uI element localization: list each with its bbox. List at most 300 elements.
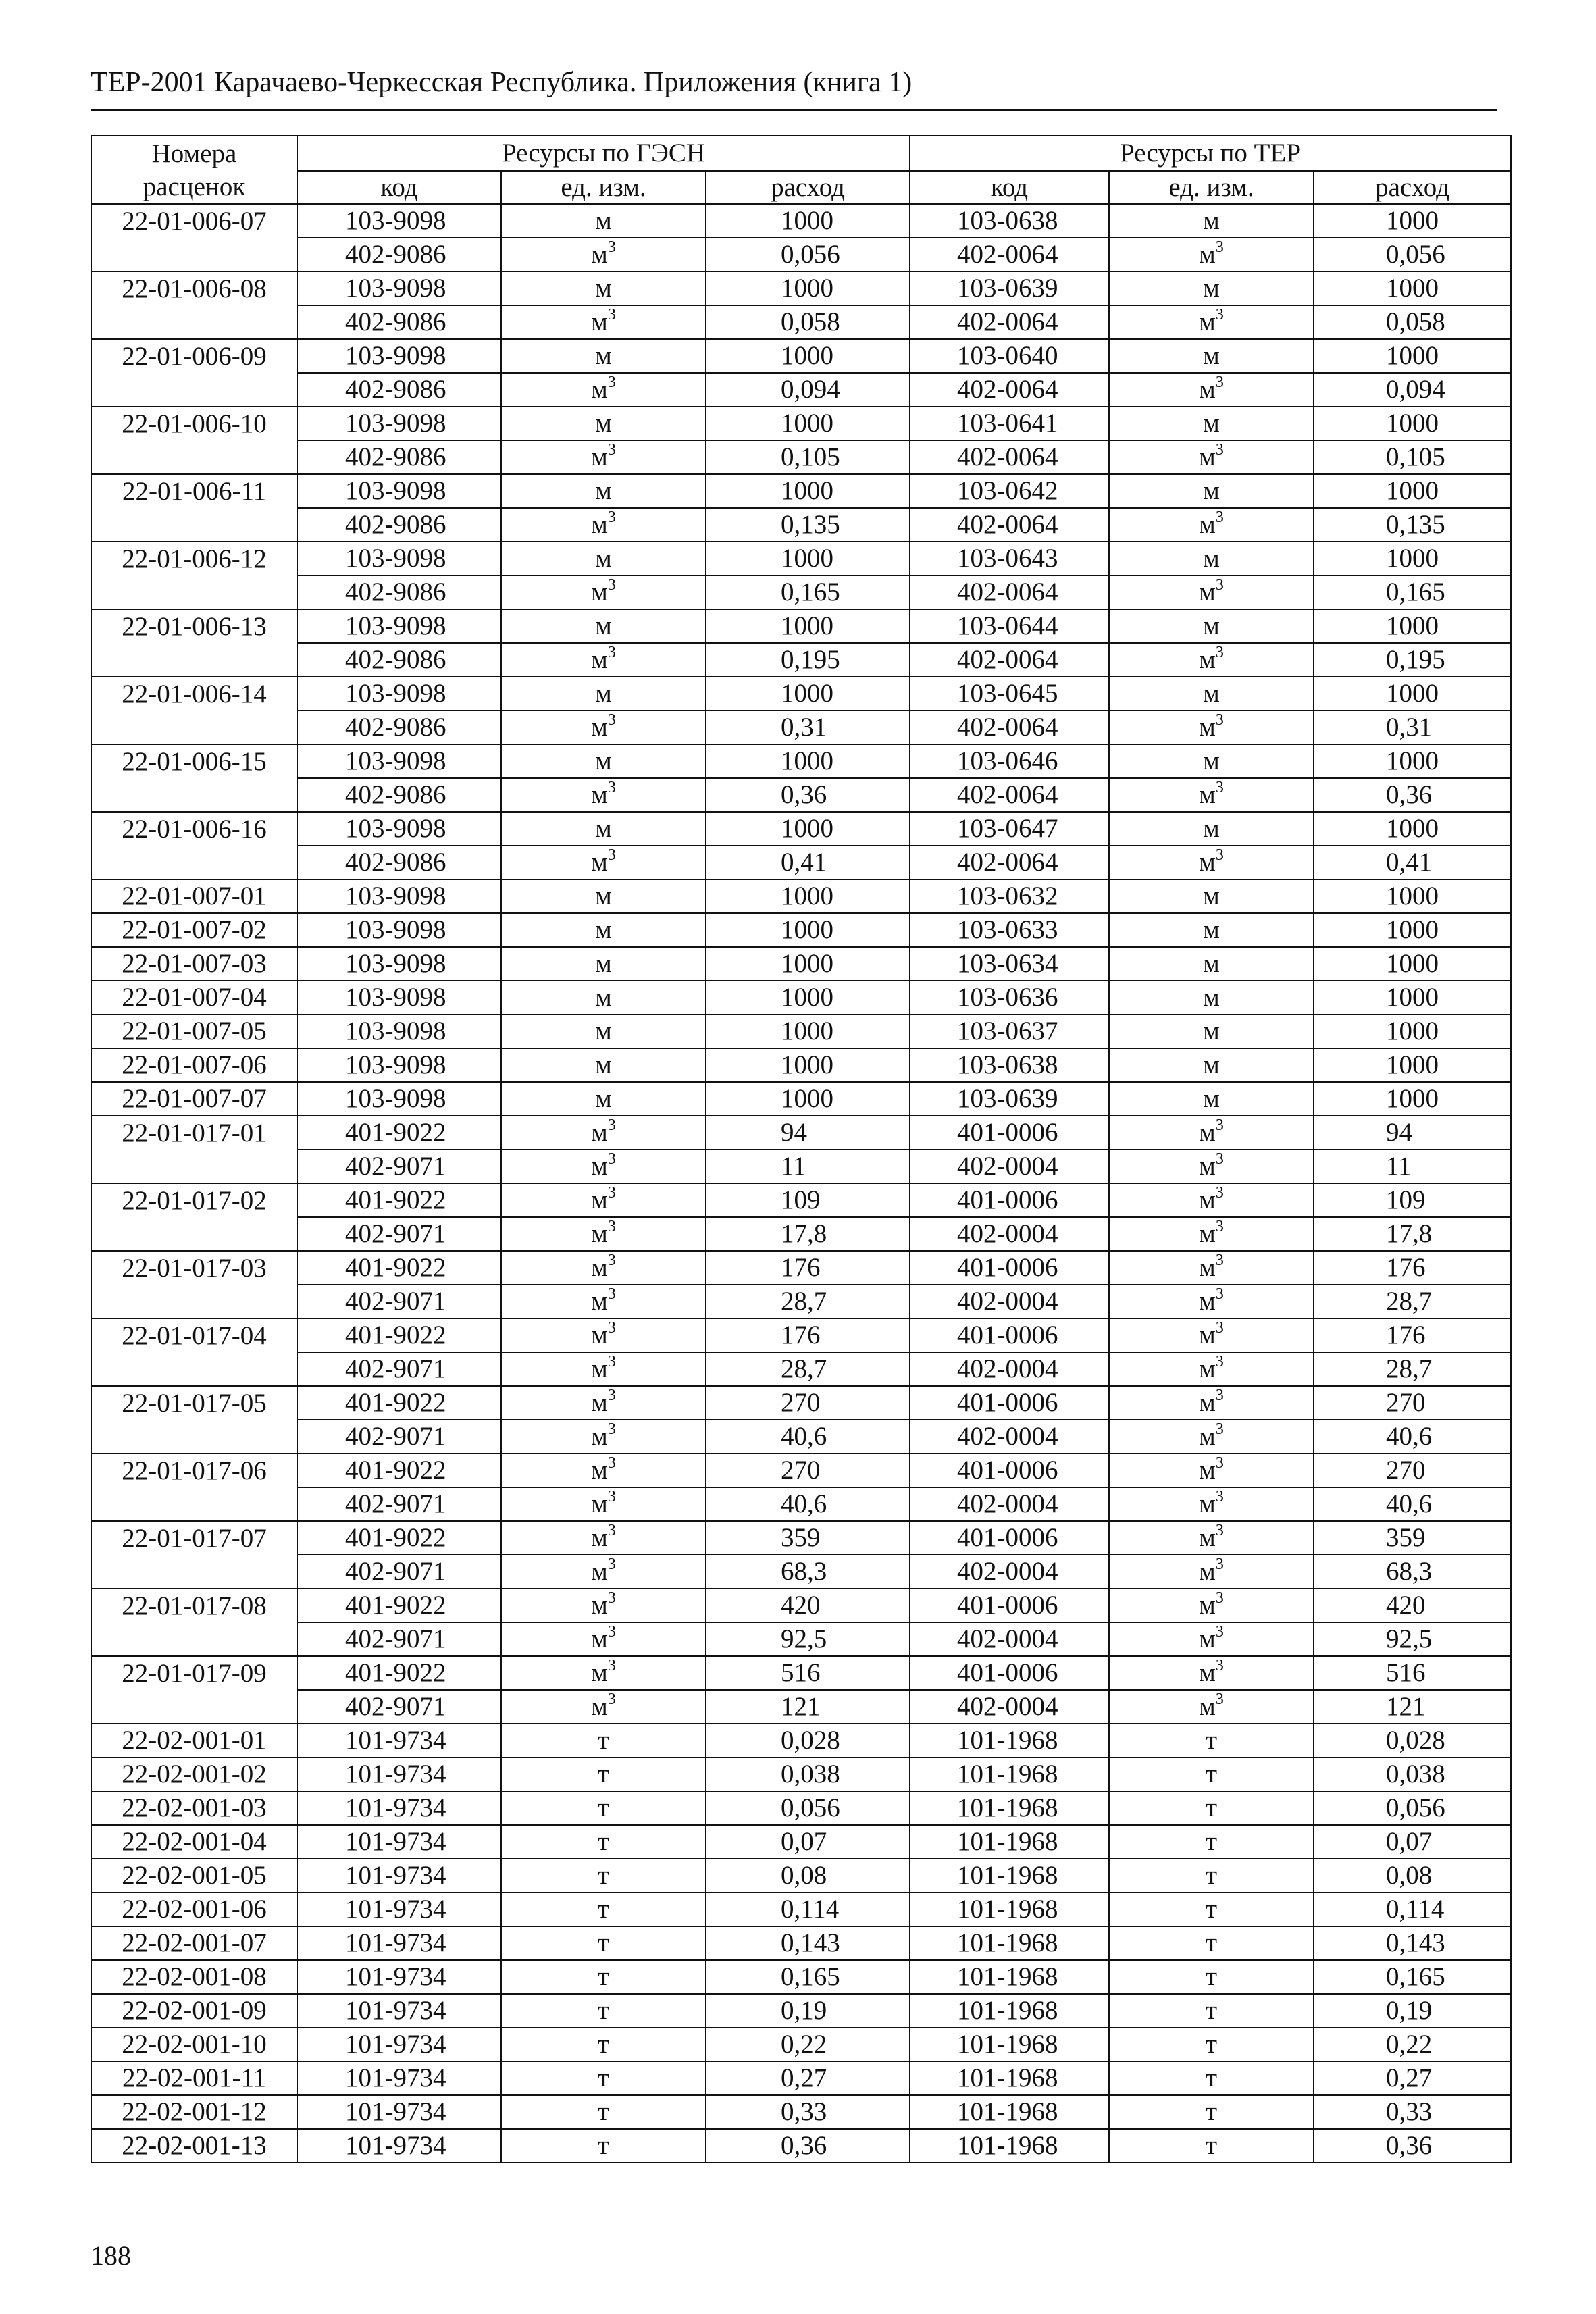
gesn-code-cell: 103-9098 <box>297 474 501 508</box>
ter-code-cell: 401-0006 <box>910 1183 1109 1217</box>
ter-unit-cell: $м^3$ <box>1109 575 1314 609</box>
gesn-unit-cell: т <box>501 1926 706 1960</box>
ter-code-cell: 103-0639 <box>910 1082 1109 1116</box>
ter-code-cell: 402-0064 <box>910 440 1109 474</box>
gesn-unit-cell: м <box>501 609 706 643</box>
gesn-unit-cell: т <box>501 1724 706 1757</box>
gesn-unit-cell: м <box>501 744 706 778</box>
gesn-unit-cell: т <box>501 1757 706 1791</box>
gesn-amount-cell: 1000 <box>706 474 910 508</box>
table-row <box>91 1454 1511 1487</box>
ter-amount-cell: 0,056 <box>1314 1791 1511 1825</box>
gesn-amount-cell: 0,36 <box>706 778 910 812</box>
rate-number-cell: 22-01-006-16 <box>91 812 297 846</box>
rate-number-cell: 22-01-006-08 <box>91 272 297 305</box>
table-row <box>91 1487 1511 1521</box>
ter-amount-cell: 1000 <box>1314 1048 1511 1082</box>
rate-number-cell: 22-01-007-01 <box>91 879 297 913</box>
ter-amount-cell: 0,056 <box>1314 238 1511 272</box>
table-row <box>91 272 1511 305</box>
gesn-unit-cell: $м^3$ <box>501 1285 706 1318</box>
gesn-amount-cell: 1000 <box>706 913 910 947</box>
ter-unit-cell: $м^3$ <box>1109 1487 1314 1521</box>
gesn-code-cell: 402-9071 <box>297 1217 501 1251</box>
rate-number-cell: 22-01-017-05 <box>91 1386 297 1420</box>
ter-amount-cell: 1000 <box>1314 272 1511 305</box>
ter-unit-cell: $м^3$ <box>1109 643 1314 677</box>
gesn-amount-cell: 0,038 <box>706 1757 910 1791</box>
gesn-code-cell: 101-9734 <box>297 1724 501 1757</box>
gesn-amount-cell: 17,8 <box>706 1217 910 1251</box>
ter-amount-cell: 0,33 <box>1314 2095 1511 2129</box>
ter-unit-cell: т <box>1109 2061 1314 2095</box>
ter-unit-cell: м <box>1109 204 1314 238</box>
header-rate-top: Номера <box>91 136 297 171</box>
gesn-amount-cell: 0,165 <box>706 1960 910 1994</box>
ter-unit-cell: $м^3$ <box>1109 1285 1314 1318</box>
ter-unit-cell: т <box>1109 1859 1314 1893</box>
ter-unit-cell: $м^3$ <box>1109 1150 1314 1183</box>
gesn-code-cell: 402-9086 <box>297 440 501 474</box>
ter-amount-cell: 1000 <box>1314 609 1511 643</box>
ter-unit-cell: т <box>1109 1724 1314 1757</box>
gesn-amount-cell: 0,143 <box>706 1926 910 1960</box>
gesn-amount-cell: 359 <box>706 1521 910 1555</box>
table-row <box>91 575 1511 609</box>
rate-number-cell: 22-01-017-09 <box>91 1656 297 1690</box>
ter-amount-cell: 0,028 <box>1314 1724 1511 1757</box>
ter-unit-cell: $м^3$ <box>1109 305 1314 339</box>
table-row <box>91 812 1511 846</box>
ter-unit-cell: $м^3$ <box>1109 1690 1314 1724</box>
ter-amount-cell: 1000 <box>1314 981 1511 1014</box>
gesn-amount-cell: 0,33 <box>706 2095 910 2129</box>
gesn-unit-cell: $м^3$ <box>501 1150 706 1183</box>
gesn-code-cell: 103-9098 <box>297 272 501 305</box>
gesn-unit-cell: $м^3$ <box>501 711 706 744</box>
gesn-code-cell: 103-9098 <box>297 812 501 846</box>
gesn-amount-cell: 1000 <box>706 744 910 778</box>
rate-number-cell <box>91 373 297 407</box>
table-body <box>91 204 1511 2163</box>
table-row <box>91 846 1511 879</box>
table-row <box>91 981 1511 1014</box>
ter-code-cell: 101-1968 <box>910 2061 1109 2095</box>
rate-number-cell <box>91 1217 297 1251</box>
ter-unit-cell: $м^3$ <box>1109 1555 1314 1589</box>
rate-number-cell <box>91 778 297 812</box>
rate-number-cell <box>91 1690 297 1724</box>
table-row <box>91 677 1511 711</box>
ter-amount-cell: 176 <box>1314 1318 1511 1352</box>
ter-amount-cell: 0,143 <box>1314 1926 1511 1960</box>
ter-code-cell: 401-0006 <box>910 1521 1109 1555</box>
rate-number-cell: 22-01-007-02 <box>91 913 297 947</box>
gesn-code-cell: 101-9734 <box>297 2095 501 2129</box>
ter-unit-cell: $м^3$ <box>1109 1589 1314 1622</box>
rate-number-cell: 22-02-001-05 <box>91 1859 297 1893</box>
ter-unit-cell: $м^3$ <box>1109 1352 1314 1386</box>
table-row <box>91 2061 1511 2095</box>
ter-amount-cell: 1000 <box>1314 407 1511 440</box>
table-row <box>91 1318 1511 1352</box>
table-row <box>91 609 1511 643</box>
table-row <box>91 1589 1511 1622</box>
ter-amount-cell: 0,36 <box>1314 2129 1511 2163</box>
gesn-amount-cell: 0,31 <box>706 711 910 744</box>
ter-code-cell: 101-1968 <box>910 1960 1109 1994</box>
ter-amount-cell: 1000 <box>1314 812 1511 846</box>
gesn-unit-cell: $м^3$ <box>501 508 706 542</box>
gesn-code-cell: 402-9071 <box>297 1690 501 1724</box>
rate-number-cell: 22-01-006-14 <box>91 677 297 711</box>
ter-code-cell: 402-0064 <box>910 778 1109 812</box>
ter-amount-cell: 1000 <box>1314 913 1511 947</box>
gesn-unit-cell: м <box>501 677 706 711</box>
gesn-unit-cell: т <box>501 1994 706 2028</box>
ter-amount-cell: 17,8 <box>1314 1217 1511 1251</box>
ter-amount-cell: 0,27 <box>1314 2061 1511 2095</box>
gesn-amount-cell: 1000 <box>706 339 910 373</box>
ter-amount-cell: 109 <box>1314 1183 1511 1217</box>
gesn-unit-cell: т <box>501 1825 706 1859</box>
ter-code-cell: 103-0637 <box>910 1014 1109 1048</box>
gesn-unit-cell: т <box>501 2129 706 2163</box>
gesn-amount-cell: 1000 <box>706 407 910 440</box>
ter-code-cell: 401-0006 <box>910 1656 1109 1690</box>
ter-unit-cell: $м^3$ <box>1109 1318 1314 1352</box>
gesn-amount-cell: 1000 <box>706 272 910 305</box>
gesn-code-cell: 101-9734 <box>297 1994 501 2028</box>
table-row <box>91 947 1511 981</box>
gesn-code-cell: 402-9071 <box>297 1555 501 1589</box>
gesn-amount-cell: 1000 <box>706 1048 910 1082</box>
rate-number-cell: 22-01-017-04 <box>91 1318 297 1352</box>
table-row <box>91 1150 1511 1183</box>
rate-number-cell: 22-02-001-01 <box>91 1724 297 1757</box>
table-row <box>91 1926 1511 1960</box>
ter-code-cell: 402-0064 <box>910 238 1109 272</box>
gesn-code-cell: 401-9022 <box>297 1656 501 1690</box>
gesn-amount-cell: 1000 <box>706 204 910 238</box>
ter-unit-cell: м <box>1109 542 1314 575</box>
gesn-unit-cell: м <box>501 407 706 440</box>
gesn-code-cell: 103-9098 <box>297 542 501 575</box>
ter-unit-cell: т <box>1109 1893 1314 1926</box>
ter-code-cell: 402-0064 <box>910 373 1109 407</box>
ter-unit-cell: м <box>1109 609 1314 643</box>
gesn-amount-cell: 420 <box>706 1589 910 1622</box>
ter-unit-cell: м <box>1109 339 1314 373</box>
gesn-unit-cell: $м^3$ <box>501 1420 706 1454</box>
gesn-amount-cell: 0,08 <box>706 1859 910 1893</box>
gesn-unit-cell: $м^3$ <box>501 1521 706 1555</box>
table-row <box>91 339 1511 373</box>
ter-code-cell: 402-0004 <box>910 1622 1109 1656</box>
ter-amount-cell: 0,038 <box>1314 1757 1511 1791</box>
gesn-unit-cell: м <box>501 1014 706 1048</box>
ter-amount-cell: 40,6 <box>1314 1487 1511 1521</box>
table-row <box>91 373 1511 407</box>
rate-number-cell: 22-02-001-10 <box>91 2028 297 2061</box>
ter-code-cell: 402-0004 <box>910 1150 1109 1183</box>
gesn-amount-cell: 0,056 <box>706 1791 910 1825</box>
gesn-code-cell: 402-9071 <box>297 1285 501 1318</box>
table-row <box>91 1048 1511 1082</box>
gesn-unit-cell: м <box>501 474 706 508</box>
table-row <box>91 542 1511 575</box>
rate-number-cell <box>91 1352 297 1386</box>
ter-code-cell: 103-0644 <box>910 609 1109 643</box>
gesn-code-cell: 101-9734 <box>297 1926 501 1960</box>
gesn-code-cell: 402-9086 <box>297 508 501 542</box>
table-row <box>91 778 1511 812</box>
ter-amount-cell: 176 <box>1314 1251 1511 1285</box>
gesn-amount-cell: 1000 <box>706 677 910 711</box>
ter-code-cell: 103-0642 <box>910 474 1109 508</box>
gesn-unit-cell: м <box>501 204 706 238</box>
rate-number-cell: 22-02-001-12 <box>91 2095 297 2129</box>
ter-unit-cell: т <box>1109 1757 1314 1791</box>
ter-unit-cell: м <box>1109 947 1314 981</box>
ter-code-cell: 402-0004 <box>910 1420 1109 1454</box>
ter-code-cell: 103-0634 <box>910 947 1109 981</box>
gesn-code-cell: 402-9071 <box>297 1420 501 1454</box>
gesn-code-cell: 103-9098 <box>297 1082 501 1116</box>
gesn-unit-cell: $м^3$ <box>501 1589 706 1622</box>
gesn-amount-cell: 270 <box>706 1386 910 1420</box>
rate-number-cell <box>91 1285 297 1318</box>
ter-unit-cell: м <box>1109 677 1314 711</box>
rate-number-cell <box>91 440 297 474</box>
ter-code-cell: 401-0006 <box>910 1386 1109 1420</box>
ter-amount-cell: 1000 <box>1314 947 1511 981</box>
gesn-amount-cell: 1000 <box>706 981 910 1014</box>
rate-number-cell: 22-01-007-03 <box>91 947 297 981</box>
ter-amount-cell: 1000 <box>1314 474 1511 508</box>
gesn-unit-cell: $м^3$ <box>501 1318 706 1352</box>
rate-number-cell <box>91 643 297 677</box>
gesn-unit-cell: т <box>501 2028 706 2061</box>
gesn-code-cell: 402-9071 <box>297 1622 501 1656</box>
table-row <box>91 2028 1511 2061</box>
rate-number-cell: 22-02-001-02 <box>91 1757 297 1791</box>
gesn-amount-cell: 0,36 <box>706 2129 910 2163</box>
ter-unit-cell: $м^3$ <box>1109 1183 1314 1217</box>
rate-number-cell: 22-01-017-07 <box>91 1521 297 1555</box>
table-row <box>91 1386 1511 1420</box>
gesn-amount-cell: 0,07 <box>706 1825 910 1859</box>
gesn-amount-cell: 0,165 <box>706 575 910 609</box>
gesn-unit-cell: м <box>501 879 706 913</box>
ter-unit-cell: $м^3$ <box>1109 1454 1314 1487</box>
gesn-amount-cell: 1000 <box>706 812 910 846</box>
ter-amount-cell: 1000 <box>1314 542 1511 575</box>
rate-number-cell: 22-02-001-09 <box>91 1994 297 2028</box>
gesn-code-cell: 101-9734 <box>297 1859 501 1893</box>
header-ter-code: код <box>910 171 1109 204</box>
ter-unit-cell: м <box>1109 744 1314 778</box>
ter-amount-cell: 1000 <box>1314 744 1511 778</box>
gesn-unit-cell: т <box>501 1960 706 1994</box>
gesn-amount-cell: 0,028 <box>706 1724 910 1757</box>
ter-unit-cell: т <box>1109 1791 1314 1825</box>
gesn-amount-cell: 92,5 <box>706 1622 910 1656</box>
gesn-code-cell: 103-9098 <box>297 744 501 778</box>
gesn-amount-cell: 1000 <box>706 1014 910 1048</box>
table-row <box>91 1082 1511 1116</box>
gesn-code-cell: 103-9098 <box>297 879 501 913</box>
ter-amount-cell: 359 <box>1314 1521 1511 1555</box>
rate-number-cell: 22-01-006-07 <box>91 204 297 238</box>
gesn-unit-cell: $м^3$ <box>501 1454 706 1487</box>
ter-unit-cell: м <box>1109 474 1314 508</box>
gesn-unit-cell: м <box>501 812 706 846</box>
table-row <box>91 2095 1511 2129</box>
gesn-unit-cell: $м^3$ <box>501 1487 706 1521</box>
table-row <box>91 879 1511 913</box>
rate-number-cell <box>91 508 297 542</box>
table-row <box>91 1825 1511 1859</box>
gesn-amount-cell: 0,135 <box>706 508 910 542</box>
table-row <box>91 1960 1511 1994</box>
table-row <box>91 1285 1511 1318</box>
gesn-code-cell: 402-9086 <box>297 711 501 744</box>
gesn-code-cell: 103-9098 <box>297 1014 501 1048</box>
gesn-code-cell: 402-9086 <box>297 643 501 677</box>
table-row <box>91 1791 1511 1825</box>
ter-amount-cell: 68,3 <box>1314 1555 1511 1589</box>
gesn-code-cell: 103-9098 <box>297 339 501 373</box>
gesn-code-cell: 101-9734 <box>297 1960 501 1994</box>
header-ter-group: Ресурсы по ТЕР <box>910 136 1511 171</box>
gesn-unit-cell: т <box>501 2095 706 2129</box>
gesn-unit-cell: м <box>501 1048 706 1082</box>
table-row <box>91 1555 1511 1589</box>
gesn-code-cell: 401-9022 <box>297 1589 501 1622</box>
rate-number-cell: 22-02-001-06 <box>91 1893 297 1926</box>
ter-amount-cell: 1000 <box>1314 204 1511 238</box>
ter-amount-cell: 0,41 <box>1314 846 1511 879</box>
ter-code-cell: 103-0638 <box>910 1048 1109 1082</box>
ter-amount-cell: 1000 <box>1314 1082 1511 1116</box>
ter-amount-cell: 28,7 <box>1314 1352 1511 1386</box>
gesn-unit-cell: $м^3$ <box>501 238 706 272</box>
ter-code-cell: 402-0004 <box>910 1555 1109 1589</box>
gesn-unit-cell: $м^3$ <box>501 778 706 812</box>
gesn-code-cell: 103-9098 <box>297 677 501 711</box>
rate-number-cell: 22-02-001-04 <box>91 1825 297 1859</box>
ter-unit-cell: $м^3$ <box>1109 1217 1314 1251</box>
ter-code-cell: 101-1968 <box>910 2129 1109 2163</box>
ter-unit-cell: $м^3$ <box>1109 1420 1314 1454</box>
table-row <box>91 1420 1511 1454</box>
ter-unit-cell: $м^3$ <box>1109 508 1314 542</box>
gesn-unit-cell: $м^3$ <box>501 1183 706 1217</box>
rate-number-cell <box>91 575 297 609</box>
ter-amount-cell: 516 <box>1314 1656 1511 1690</box>
ter-amount-cell: 0,165 <box>1314 1960 1511 1994</box>
ter-amount-cell: 0,105 <box>1314 440 1511 474</box>
gesn-code-cell: 101-9734 <box>297 2129 501 2163</box>
gesn-amount-cell: 109 <box>706 1183 910 1217</box>
ter-unit-cell: м <box>1109 1048 1314 1082</box>
rate-number-cell: 22-01-007-07 <box>91 1082 297 1116</box>
ter-unit-cell: т <box>1109 1960 1314 1994</box>
gesn-unit-cell: $м^3$ <box>501 575 706 609</box>
gesn-code-cell: 101-9734 <box>297 1791 501 1825</box>
ter-unit-cell: м <box>1109 272 1314 305</box>
table-row <box>91 204 1511 238</box>
table-row <box>91 711 1511 744</box>
gesn-amount-cell: 68,3 <box>706 1555 910 1589</box>
gesn-unit-cell: м <box>501 1082 706 1116</box>
ter-unit-cell: м <box>1109 812 1314 846</box>
ter-code-cell: 402-0064 <box>910 846 1109 879</box>
gesn-unit-cell: м <box>501 339 706 373</box>
rate-number-cell: 22-01-007-06 <box>91 1048 297 1082</box>
gesn-amount-cell: 0,056 <box>706 238 910 272</box>
ter-amount-cell: 0,31 <box>1314 711 1511 744</box>
ter-unit-cell: $м^3$ <box>1109 1521 1314 1555</box>
table-row <box>91 1724 1511 1757</box>
rate-number-cell: 22-01-006-13 <box>91 609 297 643</box>
gesn-amount-cell: 28,7 <box>706 1352 910 1386</box>
gesn-amount-cell: 1000 <box>706 879 910 913</box>
ter-unit-cell: т <box>1109 1825 1314 1859</box>
table-row <box>91 1116 1511 1150</box>
header-gesn-code: код <box>297 171 501 204</box>
gesn-code-cell: 402-9071 <box>297 1352 501 1386</box>
rate-number-cell <box>91 1150 297 1183</box>
gesn-code-cell: 103-9098 <box>297 204 501 238</box>
gesn-code-cell: 103-9098 <box>297 407 501 440</box>
ter-amount-cell: 0,195 <box>1314 643 1511 677</box>
gesn-amount-cell: 0,094 <box>706 373 910 407</box>
ter-amount-cell: 0,094 <box>1314 373 1511 407</box>
gesn-code-cell: 402-9071 <box>297 1487 501 1521</box>
ter-code-cell: 101-1968 <box>910 1994 1109 2028</box>
rate-number-cell: 22-01-007-05 <box>91 1014 297 1048</box>
ter-code-cell: 101-1968 <box>910 2028 1109 2061</box>
ter-code-cell: 101-1968 <box>910 1724 1109 1757</box>
ter-amount-cell: 0,165 <box>1314 575 1511 609</box>
gesn-unit-cell: $м^3$ <box>501 1622 706 1656</box>
rate-number-cell <box>91 711 297 744</box>
ter-code-cell: 103-0643 <box>910 542 1109 575</box>
gesn-unit-cell: $м^3$ <box>501 305 706 339</box>
table-row <box>91 1656 1511 1690</box>
ter-code-cell: 101-1968 <box>910 1757 1109 1791</box>
gesn-code-cell: 402-9086 <box>297 846 501 879</box>
ter-code-cell: 402-0004 <box>910 1352 1109 1386</box>
table-row <box>91 1217 1511 1251</box>
gesn-amount-cell: 0,195 <box>706 643 910 677</box>
table-row <box>91 440 1511 474</box>
ter-code-cell: 103-0632 <box>910 879 1109 913</box>
table-row <box>91 1183 1511 1217</box>
table-row <box>91 1893 1511 1926</box>
ter-unit-cell: м <box>1109 1014 1314 1048</box>
ter-code-cell: 402-0064 <box>910 711 1109 744</box>
table-row <box>91 1521 1511 1555</box>
table-row <box>91 1251 1511 1285</box>
gesn-unit-cell: $м^3$ <box>501 1386 706 1420</box>
ter-amount-cell: 0,19 <box>1314 1994 1511 2028</box>
gesn-amount-cell: 0,27 <box>706 2061 910 2095</box>
gesn-amount-cell: 0,19 <box>706 1994 910 2028</box>
gesn-code-cell: 401-9022 <box>297 1251 501 1285</box>
